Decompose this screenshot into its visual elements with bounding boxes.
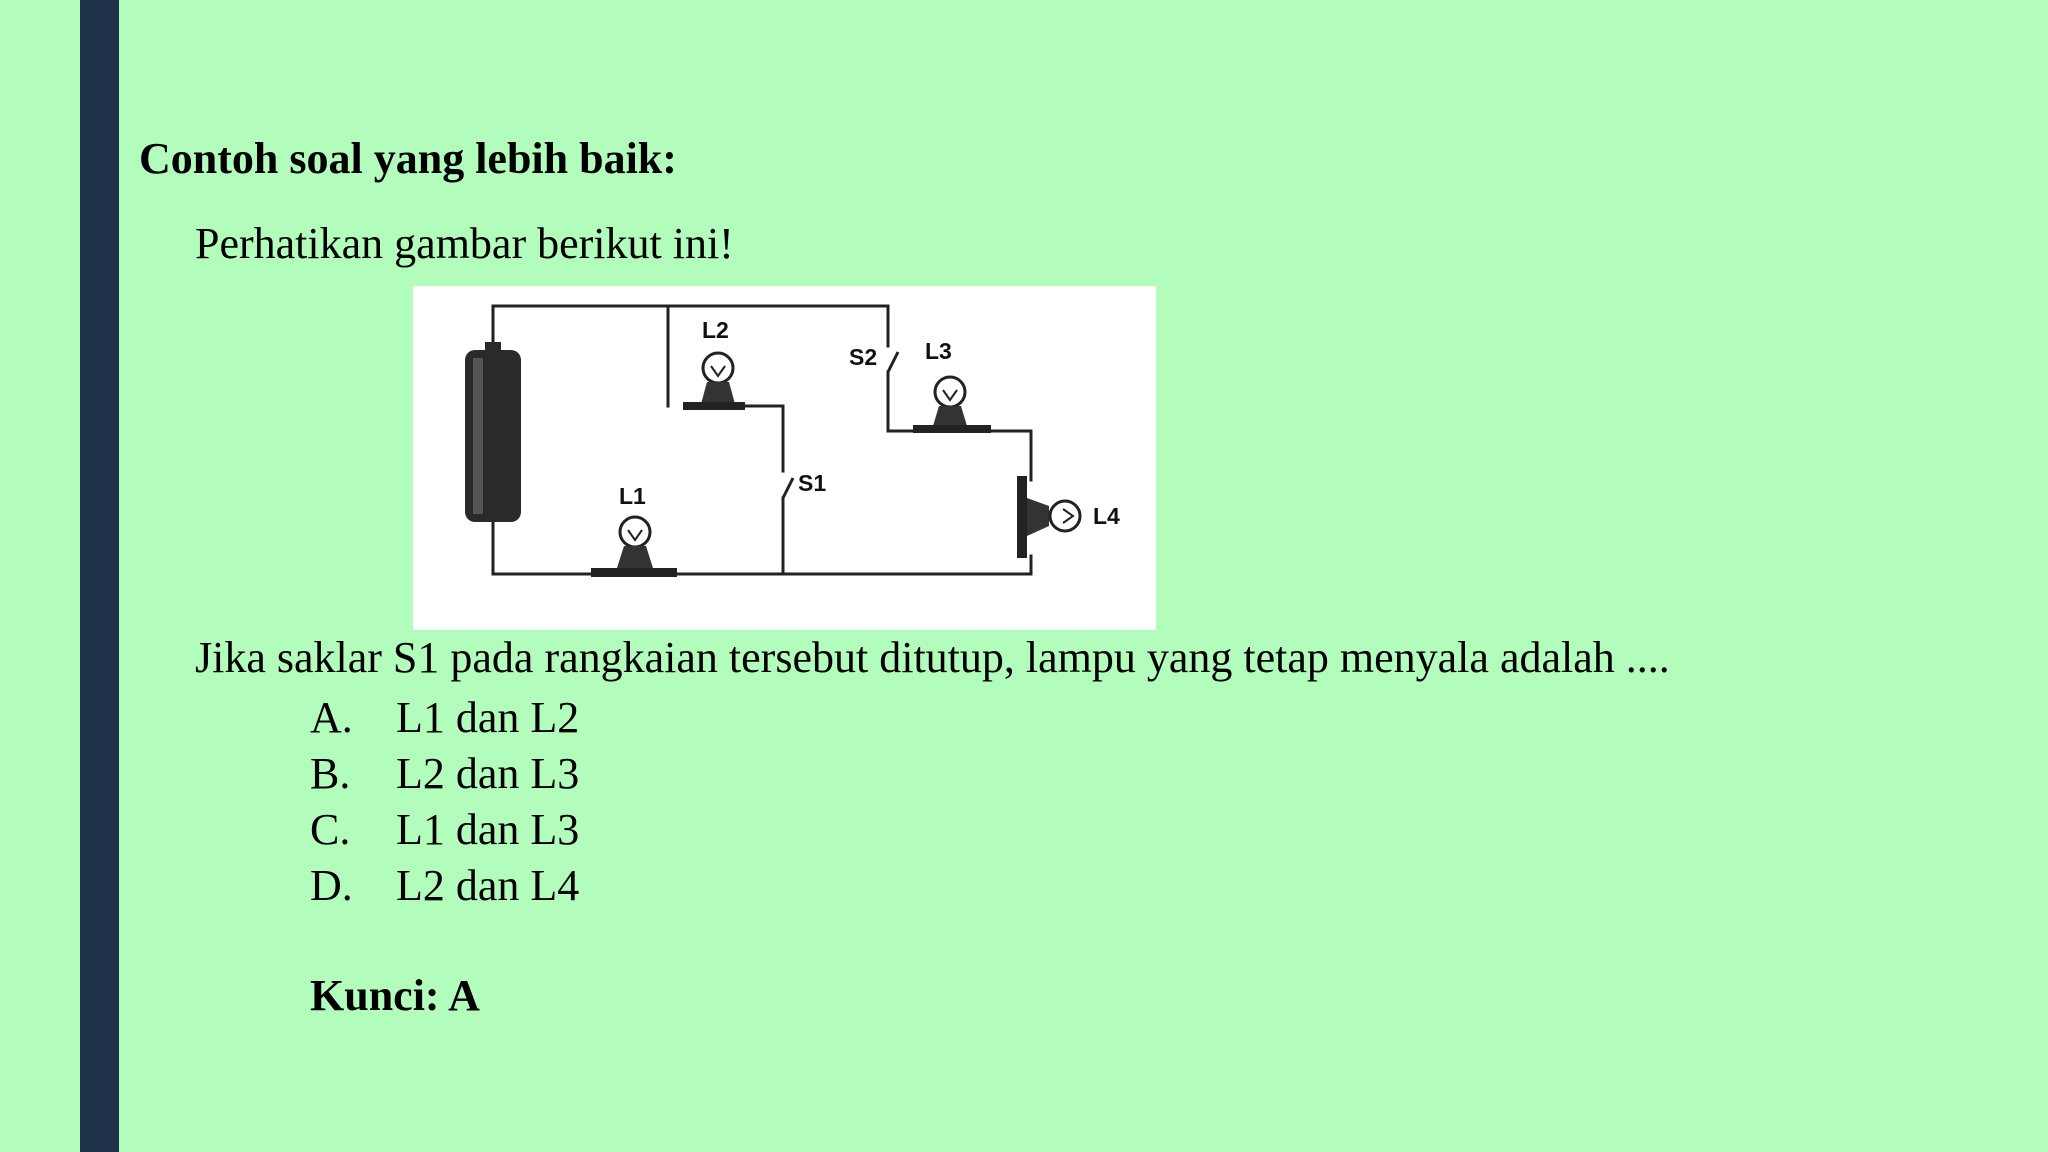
option-text: L1 dan L3 bbox=[396, 805, 580, 854]
lamp-l1-icon bbox=[591, 517, 677, 577]
side-accent-bar bbox=[80, 0, 119, 1152]
option-letter: A. bbox=[310, 693, 353, 742]
slide-heading: Contoh soal yang lebih baik: bbox=[139, 134, 677, 183]
option-letter: C. bbox=[310, 805, 351, 854]
circuit-diagram bbox=[413, 286, 1156, 630]
answer-key: Kunci: A bbox=[310, 971, 480, 1020]
option-d bbox=[310, 858, 579, 914]
option-text: L2 dan L3 bbox=[396, 749, 580, 798]
lamp-l4-icon bbox=[1017, 476, 1080, 558]
label-l4: L4 bbox=[1093, 503, 1120, 529]
switch-s2-icon bbox=[888, 352, 898, 372]
switch-s1-icon bbox=[783, 478, 793, 498]
label-l2: L2 bbox=[702, 317, 729, 343]
answer-options bbox=[310, 690, 579, 914]
option-letter: D. bbox=[310, 861, 353, 910]
option-letter: B. bbox=[310, 749, 351, 798]
option-a bbox=[310, 690, 579, 746]
battery-icon bbox=[465, 342, 521, 522]
intro-text: Perhatikan gambar berikut ini! bbox=[195, 219, 734, 268]
label-l1: L1 bbox=[619, 483, 646, 509]
option-text: L2 dan L4 bbox=[396, 861, 580, 910]
option-c bbox=[310, 802, 579, 858]
option-b bbox=[310, 746, 579, 802]
label-s1: S1 bbox=[798, 470, 827, 496]
lamp-l2-icon bbox=[683, 353, 745, 410]
circuit-figure bbox=[413, 286, 1156, 630]
question-text: Jika saklar S1 pada rangkaian tersebut ditutup, lampu yang tetap menyala adalah .... bbox=[195, 633, 1670, 682]
lamp-l3-icon bbox=[913, 377, 991, 433]
option-text: L1 dan L2 bbox=[396, 693, 580, 742]
label-s2: S2 bbox=[849, 344, 878, 370]
label-l3: L3 bbox=[925, 338, 952, 364]
